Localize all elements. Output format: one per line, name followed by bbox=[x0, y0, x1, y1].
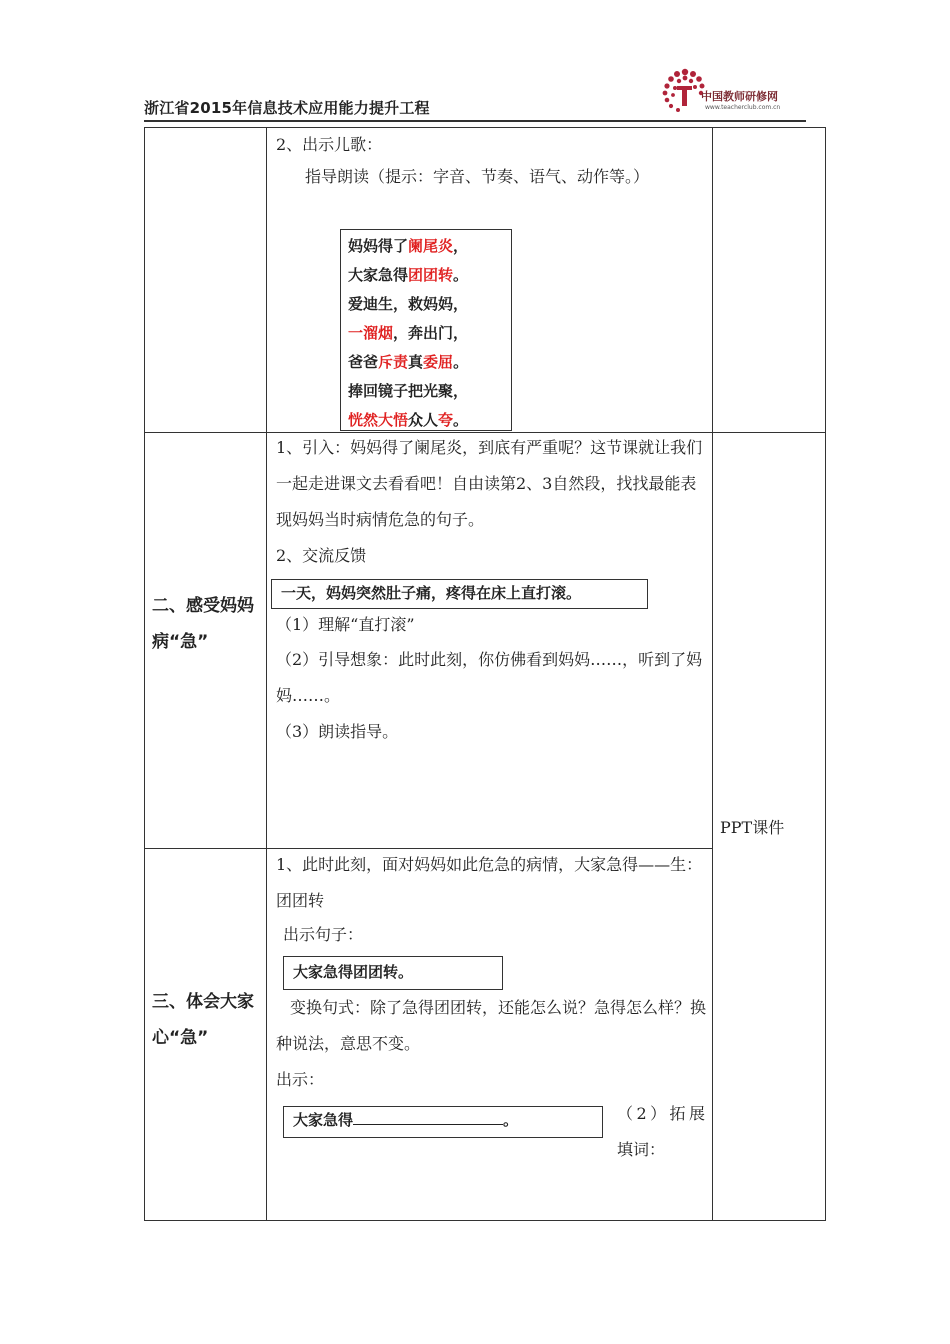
table-border-bottom bbox=[144, 1220, 826, 1221]
row2-sentence-box: 一天，妈妈突然肚子痛，疼得在床上直打滚。 bbox=[271, 579, 648, 609]
nursery-rhyme-box bbox=[340, 229, 512, 431]
row2-item-2: （2）引导想象：此时此刻，你仿佛看到妈妈……，听到了妈妈……。 bbox=[276, 650, 703, 705]
row3-sentence-box-1: 大家急得团团转。 bbox=[283, 956, 503, 990]
table-divider-col2 bbox=[712, 127, 713, 1221]
rhyme-text: 爸爸 bbox=[348, 353, 379, 371]
rhyme-text: 真 bbox=[408, 353, 424, 371]
rhyme-highlight: 阑尾炎 bbox=[408, 237, 454, 255]
rhyme-highlight: 斥责 bbox=[378, 353, 409, 371]
rhyme-text: 。 bbox=[453, 411, 469, 429]
row3-show-label: 出示： bbox=[276, 1070, 325, 1089]
logo-url: www.teacherclub.com.cn bbox=[705, 104, 781, 111]
resource-label: PPT课件 bbox=[720, 818, 785, 837]
rhyme-text: 大家急得 bbox=[348, 266, 409, 284]
rhyme-text: 。 bbox=[453, 353, 469, 371]
rhyme-line bbox=[348, 290, 511, 319]
row3-sentence-2-end: 。 bbox=[503, 1111, 519, 1129]
header-divider bbox=[144, 120, 806, 122]
row3-extend-text: （2）拓展填词： bbox=[617, 1104, 705, 1159]
row2-item-3: （3）朗读指导。 bbox=[276, 722, 399, 741]
stage-2-title: 二、感受妈妈病“急” bbox=[152, 596, 254, 652]
rhyme-text: 。 bbox=[453, 266, 469, 284]
row2-item-1: （1）理解“直打滚” bbox=[276, 615, 415, 634]
stage-3-title: 三、体会大家心“急” bbox=[152, 992, 254, 1048]
rhyme-highlight: 委屈 bbox=[423, 353, 454, 371]
rhyme-highlight: 恍然大悟 bbox=[348, 411, 409, 429]
row1-reading-guide: 指导朗读（提示：字音、节奏、语气、动作等。） bbox=[305, 167, 650, 186]
rhyme-highlight: 一溜烟 bbox=[348, 324, 394, 342]
rhyme-highlight: 团团转 bbox=[408, 266, 454, 284]
row3-show-sentence-label: 出示句子： bbox=[283, 925, 364, 944]
row1-step-label: 2、出示儿歌： bbox=[276, 135, 383, 154]
rhyme-highlight: 夸 bbox=[438, 411, 454, 429]
row2-feedback-label: 2、交流反馈 bbox=[276, 546, 367, 565]
rhyme-text: ，奔出门， bbox=[393, 324, 469, 342]
logo-name: 中国教师研修网 bbox=[701, 90, 778, 103]
row3-change-text: 变换句式：除了急得团团转，还能怎么说？急得怎么样？换种说法，意思不变。 bbox=[276, 998, 707, 1053]
rhyme-text: ， bbox=[453, 237, 469, 255]
table-border-right bbox=[825, 127, 826, 1221]
page-header-title: 浙江省2015年信息技术应用能力提升工程 bbox=[144, 99, 430, 117]
table-border-left bbox=[144, 127, 145, 1221]
rhyme-text: 捧回镜子把光聚， bbox=[348, 382, 469, 400]
rhyme-line bbox=[348, 348, 511, 377]
rhyme-line bbox=[348, 232, 511, 261]
row2-intro-text: 1、引入：妈妈得了阑尾炎，到底有严重呢？这节课就让我们一起走进课文去看看吧！自由读第2、3自然段，找找最能表现妈妈当时病情危急的句子。 bbox=[276, 438, 703, 529]
rhyme-text: 众人 bbox=[408, 411, 439, 429]
teacherclub-logo bbox=[655, 66, 805, 118]
table-border-top bbox=[144, 127, 826, 128]
rhyme-line bbox=[348, 319, 511, 348]
rhyme-line bbox=[348, 261, 511, 290]
fill-in-blank bbox=[353, 1110, 503, 1125]
rhyme-text: 爱迪生，救妈妈， bbox=[348, 295, 469, 313]
table-divider-col1 bbox=[266, 127, 267, 1221]
row3-sentence-2-start: 大家急得 bbox=[293, 1111, 354, 1129]
rhyme-text: 妈妈得了 bbox=[348, 237, 409, 255]
row3-sentence-box-2 bbox=[283, 1106, 603, 1138]
rhyme-line bbox=[348, 377, 511, 406]
row3-paragraph-1: 1、此时此刻，面对妈妈如此危急的病情，大家急得——生：团团转 bbox=[276, 855, 703, 910]
